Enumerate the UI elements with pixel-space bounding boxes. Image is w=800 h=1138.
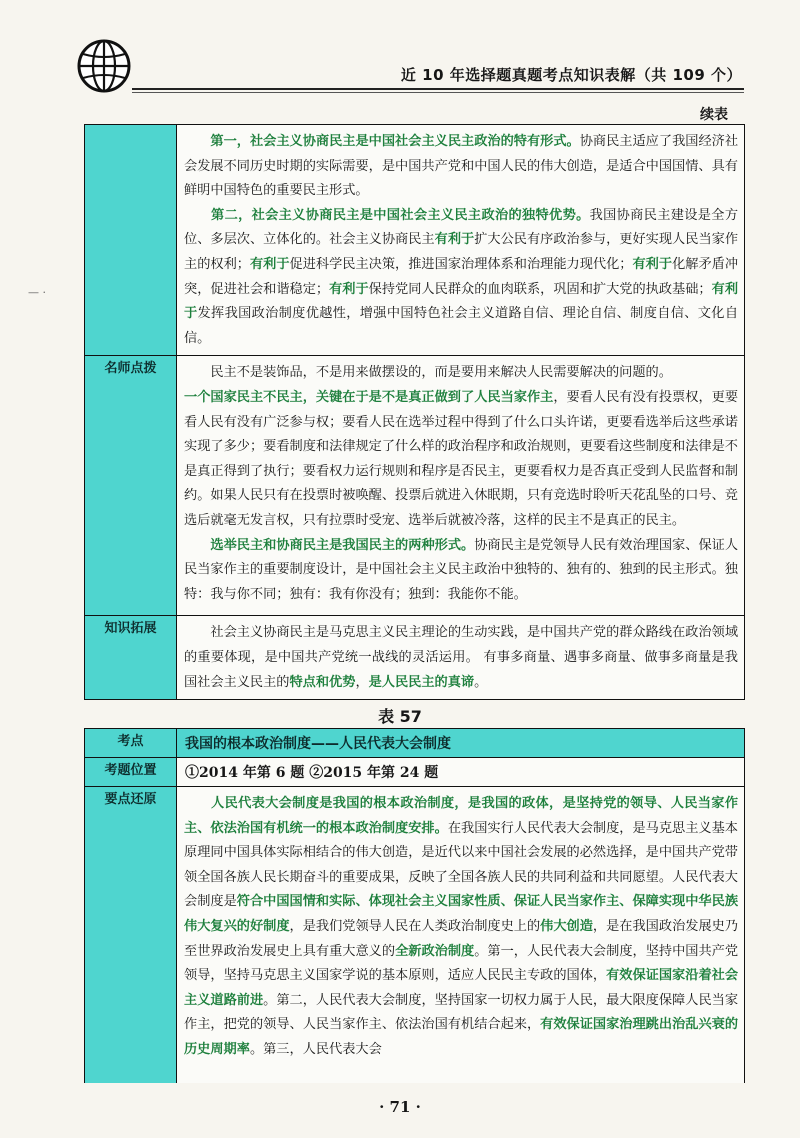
- row-label: 考题位置: [85, 758, 177, 787]
- table-row: [85, 356, 745, 616]
- table-row: [85, 125, 745, 356]
- row-content: [177, 787, 745, 1083]
- table-row: [85, 616, 745, 700]
- row-label: [85, 125, 177, 356]
- continued-label: 续表: [700, 107, 728, 123]
- topic-title: 我国的根本政治制度——人民代表大会制度: [177, 729, 745, 758]
- row-label: 考点: [85, 729, 177, 758]
- row-label: 知识拓展: [85, 616, 177, 700]
- paragraph: 第二，社会主义协商民主是中国社会主义民主政治的独特优势。我国协商民主建设是全方位、多层次、立体化的。社会主义协商民主有利于扩大公民有序政治参与，更好实现人民当家作主的权利；有利于促进科学民主决策，推进国家治理体系和治理能力现代化；有利于化解矛盾冲突，促进社会和谐稳定；有利于保持党同人民群众的血肉联系，巩固和扩大党的执政基础；有利于发挥我国政治制度优越性，增强中国特色社会主义道路自信、理论自信、制度自信、文化自信。: [184, 207, 739, 346]
- row-label: 名师点拨: [85, 356, 177, 616]
- paragraph: 一个国家民主不民主，关键在于是不是真正做到了人民当家作主，要看人民有没有投票权，更要看人民有没有广泛参与权；要看人民在选举过程中得到了什么口头许诺，更要看选举后这些承诺实现了多少；要看制度和法律规定了什么样的政治程序和政治规则，更要看这些制度和法律是不是真正得到了执行；要看权力运行规则和程序是否民主，更要看权力是否真正受到人民监督和制约。如果人民只有在投票时被唤醒、投票后就进入休眠期，只有竞选时聆听天花乱坠的口号、竞选后就毫无发言权，只有拉票时受宠、选举后就被冷落，这样的民主不是真正的民主。: [184, 389, 739, 528]
- margin-mark: — ·: [28, 286, 46, 299]
- table-57: [84, 728, 745, 1083]
- table-caption: 表 57: [378, 707, 422, 726]
- page-number: · 71 ·: [379, 1098, 421, 1116]
- header-rule-thin: [132, 92, 744, 93]
- paragraph: 第一，社会主义协商民主是中国社会主义民主政治的特有形式。协商民主适应了我国经济社会发展不同历史时期的实际需要，是中国共产党和中国人民的伟大创造，是适合中国国情、具有鲜明中国特色的重要民主形式。: [184, 134, 739, 199]
- paragraph: 民主不是装饰品，不是用来做摆设的，而是要用来解决人民需要解决的问题的。: [210, 365, 672, 381]
- table-row: [85, 758, 745, 787]
- globe-icon: [76, 38, 132, 94]
- paragraph: 选举民主和协商民主是我国民主的两种形式。协商民主是党领导人民有效治理国家、保证人民当家作主的重要制度设计，是中国社会主义民主政治中独特的、独有的、独到的民主形式。独特：我与你不同；独有：我有你没有；独到：我能你不能。: [184, 537, 739, 602]
- table-row: [85, 729, 745, 758]
- row-content: [177, 125, 745, 356]
- row-content: [177, 616, 745, 700]
- exam-position: ①2014 年第 6 题 ②2015 年第 24 题: [177, 758, 745, 787]
- row-label: 要点还原: [85, 787, 177, 1083]
- table-row: [85, 787, 745, 1083]
- paragraph: 社会主义协商民主是马克思主义民主理论的生动实践，是中国共产党的群众路线在政治领域的重要体现，是中国共产党统一战线的灵活运用。 有事多商量、遇事多商量、做事多商量是我国社会主义民主的特点和优势，是人民民主的真谛。: [184, 625, 739, 690]
- running-header-title: 近 10 年选择题真题考点知识表解（共 109 个）: [400, 66, 742, 84]
- paragraph: 人民代表大会制度是我国的根本政治制度，是我国的政体，是坚持党的领导、人民当家作主、依法治国有机统一的根本政治制度安排。在我国实行人民代表大会制度，是马克思主义基本原理同中国具体实际相结合的伟大创造，是近代以来中国社会发展的必然选择，是中国共产党带领全国各族人民长期奋斗的重要成果，反映了全国各族人民的共同利益和共同愿望。人民代表大会制度是符合中国国情和实际、体现社会主义国家性质、保证人民当家作主、保障实现中华民族伟大复兴的好制度，是我们党领导人民在人类政治制度史上的伟大创造，是在我国政治发展史乃至世界政治发展史上具有重大意义的全新政治制度。第一，人民代表大会制度，坚持中国共产党领导，坚持马克思主义国家学说的基本原则，适应人民民主专政的国体，有效保证国家沿着社会主义道路前进。第二，人民代表大会制度，坚持国家一切权力属于人民，最大限度保障人民当家作主，把党的领导、人民当家作主、依法治国有机结合起来，有效保证国家治理跳出治乱兴衰的历史周期率。第三，人民代表大会: [184, 796, 739, 1057]
- continued-table: [84, 124, 745, 700]
- row-content: [177, 356, 745, 616]
- header-rule: [132, 88, 744, 90]
